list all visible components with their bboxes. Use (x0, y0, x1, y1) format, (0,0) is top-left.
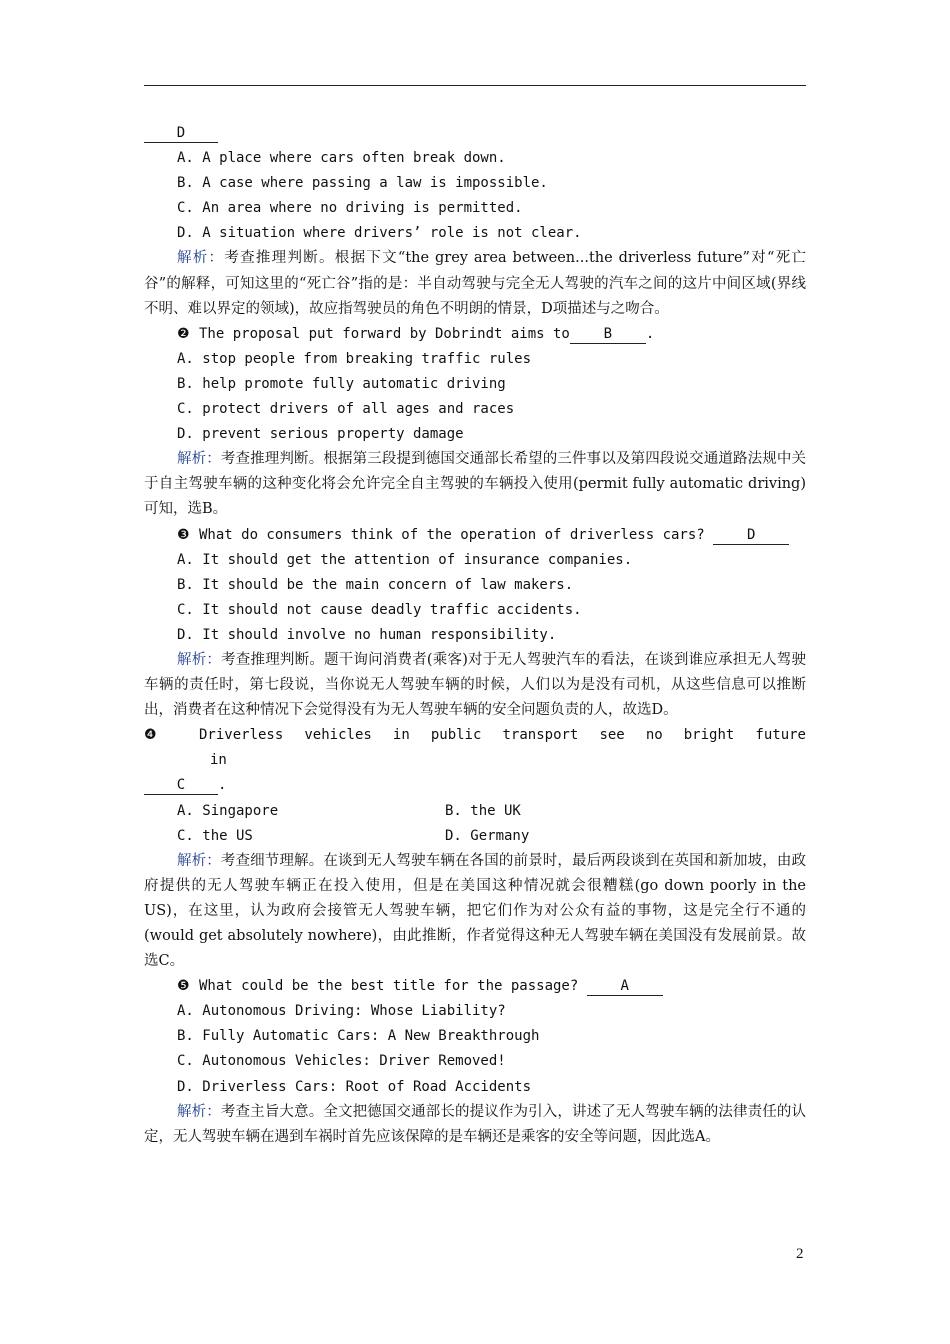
q5-option-c: C. Autonomous Vehicles: Driver Removed! (177, 1053, 506, 1070)
q2-option-c: C. protect drivers of all ages and races (177, 401, 515, 418)
q5-analysis-label: 解析： (177, 1103, 221, 1120)
q4-answer-blank: C (144, 776, 218, 795)
q5-stem: What could be the best title for the passage? (199, 978, 579, 995)
q1-option-d: D. A situation where drivers’ role is not clear. (177, 225, 582, 242)
q2-analysis-label: 解析： (177, 451, 221, 468)
q1-analysis-label: 解析： (177, 250, 225, 267)
q3-number-icon: ❸ (177, 526, 190, 543)
q2-analysis-text: 考查推理判断。根据第三段提到德国交通部长希望的三件事以及第四段说交通道路法规中关于自主驾驶车辆的这种变化将会允许完全自主驾驶的车辆投入使用(permit fully automatic driving)可知，选B。 (144, 451, 807, 518)
q4-options-row-1 (144, 799, 806, 824)
q4-analysis-label: 解析： (177, 852, 221, 869)
q3-answer-blank: D (713, 526, 789, 545)
q3-option-d: D. It should involve no human responsibility. (177, 626, 557, 643)
page-number: 2 (796, 1246, 804, 1262)
q3-stem-line (144, 523, 806, 548)
q2-stem-line (144, 322, 806, 347)
q4-options-row-2 (144, 824, 806, 849)
q1-option-b: B. A case where passing a law is impossible. (177, 175, 548, 192)
q4-number-icon: ❹ (144, 727, 157, 744)
q2-answer-blank: B (570, 325, 646, 344)
q4-option-d: D. Germany (445, 827, 530, 844)
q2-number-icon: ❷ (177, 325, 190, 342)
q4-stem-block (144, 723, 806, 773)
q5-answer-blank: A (587, 977, 663, 996)
q1-analysis-text: 考查推理判断。根据下文“the grey area between...the driverless future”对“死亡谷”的解释，可知这里的“死亡谷”指的是：半自动驾驶与完全无人驾驶的汽车之间的这片中间区域(界线不明、难以界定的领域)，故应指驾驶员的角色不明朗的情景，D项描述与之吻合。 (144, 250, 806, 317)
q3-stem: What do consumers think of the operation of driverless cars? (199, 526, 705, 543)
q1-option-a: A. A place where cars often break down. (177, 150, 506, 167)
q1-answer-blank: D (144, 124, 218, 143)
q3-analysis (144, 648, 806, 723)
q5-analysis-text: 考查主旨大意。全文把德国交通部长的提议作为引入，讲述了无人驾驶车辆的法律责任的认定，无人驾驶车辆在遇到车祸时首先应该保障的是车辆还是乘客的安全等问题，因此选A。 (144, 1103, 807, 1145)
header-rule (144, 85, 806, 86)
q2-option-b: B. help promote fully automatic driving (177, 375, 506, 392)
q5-stem-line (144, 974, 806, 999)
q2-option-d: D. prevent serious property damage (177, 426, 464, 443)
q5-option-a: A. Autonomous Driving: Whose Liability? (177, 1003, 506, 1020)
q5-option-d: D. Driverless Cars: Root of Road Accidents (177, 1078, 532, 1095)
q4-option-a: A. Singapore (177, 802, 279, 819)
q4-option-b: B. the UK (445, 802, 521, 819)
q4-stem: Driverless vehicles in public transport see no bright future in (199, 727, 806, 769)
q3-option-b: B. It should be the main concern of law makers. (177, 576, 574, 593)
q4-answer-line (144, 773, 806, 798)
q4-stem-end: . (218, 777, 227, 794)
q3-option-c: C. It should not cause deadly traffic accidents. (177, 601, 582, 618)
q1-analysis (144, 246, 806, 321)
q2-stem: The proposal put forward by Dobrindt aims to (199, 325, 570, 342)
q5-option-b: B. Fully Automatic Cars: A New Breakthrough (177, 1028, 540, 1045)
q1-option-c: C. An area where no driving is permitted. (177, 200, 523, 217)
q2-analysis (144, 447, 806, 522)
q4-option-c: C. the US (177, 827, 253, 844)
q4-analysis (144, 849, 806, 974)
q1-answer-line (144, 121, 806, 146)
q3-option-a: A. It should get the attention of insurance companies. (177, 551, 633, 568)
q5-analysis (144, 1100, 806, 1150)
q2-option-a: A. stop people from breaking traffic rules (177, 350, 532, 367)
q2-stem-end: . (645, 325, 655, 342)
q3-analysis-label: 解析： (177, 651, 222, 668)
page-content (144, 121, 806, 1150)
q5-number-icon: ❺ (177, 978, 190, 995)
q4-analysis-text: 考查细节理解。在谈到无人驾驶车辆在各国的前景时，最后两段谈到在英国和新加坡，由政府提供的无人驾驶车辆正在投入使用，但是在美国这种情况就会很糟糕(go down poorly in the US)，在这里，认为政府会接管无人驾驶车辆，把它们作为对公众有益的事物，这是完全行不通的(would get absolutely nowhere)，由此推断，作者觉得这种无人驾驶车辆在美国没有发展前景。故选C。 (144, 852, 807, 970)
q3-analysis-text: 考查推理判断。题干询问消费者(乘客)对于无人驾驶汽车的看法，在谈到谁应承担无人驾驶车辆的责任时，第七段说，当你说无人驾驶车辆的时候，人们以为是没有司机，从这些信息可以推断出，消费者在这种情况下会觉得没有为无人驾驶车辆的安全问题负责的人，故选D。 (144, 651, 807, 719)
